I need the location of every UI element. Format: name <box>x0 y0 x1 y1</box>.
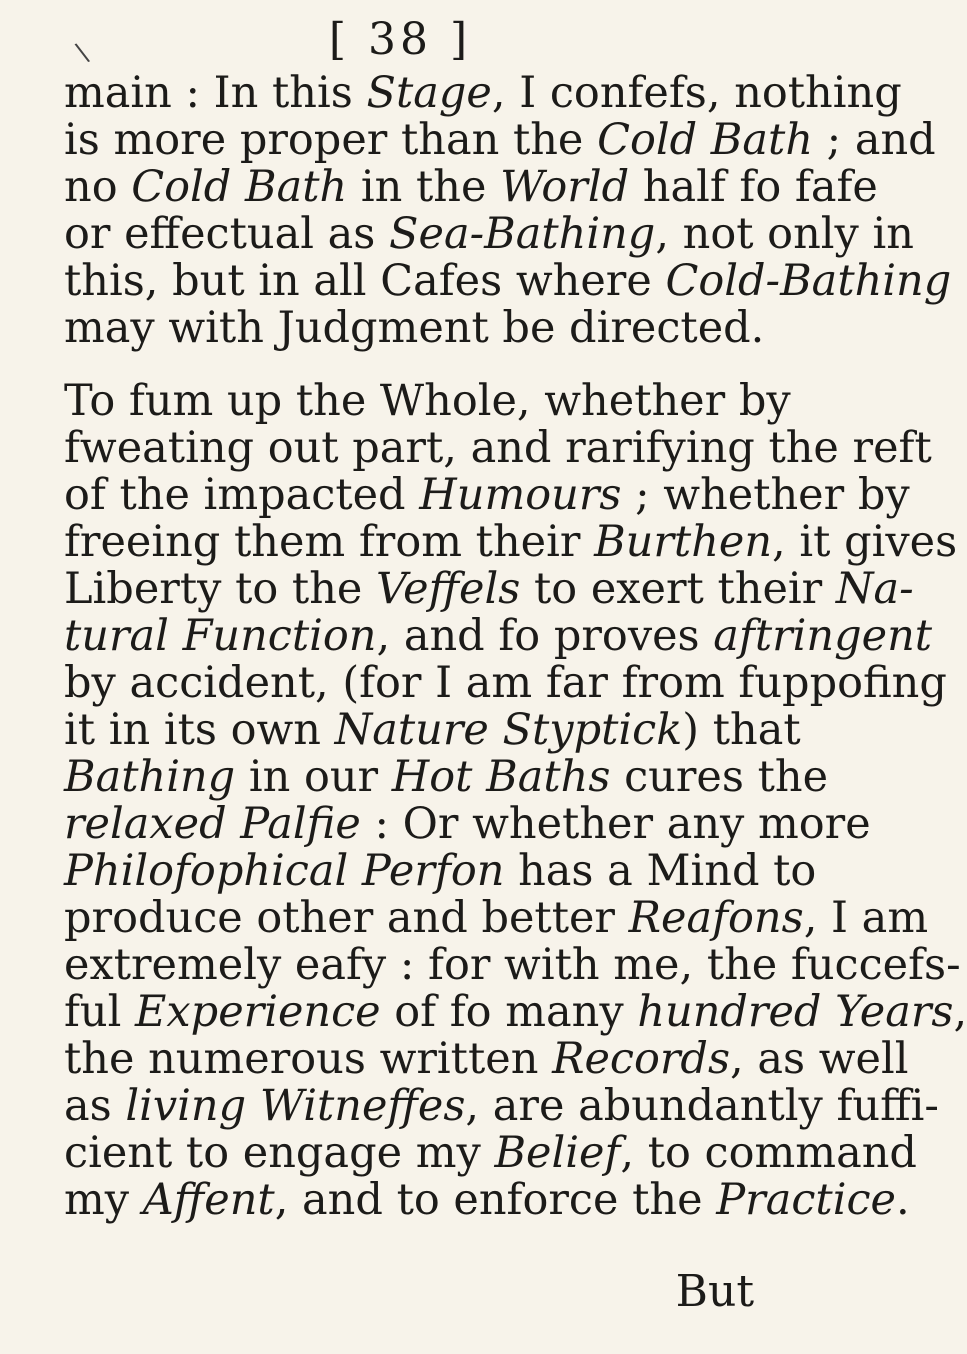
text-line <box>64 1175 910 1225</box>
text-line <box>64 423 932 473</box>
italic-run: Affent <box>142 1175 275 1225</box>
paragraph-2 <box>64 376 967 1225</box>
text-run: may with Judgment be directed. <box>64 303 765 353</box>
italic-run: Reafons <box>628 893 804 943</box>
text-run: in our <box>235 752 392 802</box>
text-run: , as well <box>730 1034 909 1084</box>
text-run: cient to engage my <box>64 1128 495 1178</box>
text-run: to exert their <box>520 564 836 614</box>
catchword: But <box>675 1266 754 1317</box>
italic-run: Philofophical Perfon <box>64 846 505 896</box>
text-run: of fo many <box>380 987 638 1037</box>
text-run: ful <box>64 987 136 1037</box>
italic-run: Cold Bath <box>597 115 814 165</box>
text-line <box>64 162 878 212</box>
text-line <box>64 705 801 755</box>
text-run: half fo fafe <box>629 162 878 212</box>
text-line <box>64 1081 939 1131</box>
text-line <box>64 564 914 614</box>
text-line <box>64 376 791 426</box>
italic-run: hundred Years <box>637 987 954 1037</box>
text-run: no <box>64 162 132 212</box>
text-line <box>64 305 764 352</box>
text-run: : Or whether any more <box>360 799 871 849</box>
italic-run: Belief <box>494 1128 621 1178</box>
text-line <box>64 752 829 802</box>
italic-run: Cold Bath <box>131 162 348 212</box>
italic-run: Hot Baths <box>391 752 611 802</box>
text-line <box>64 658 947 708</box>
italic-run: tural Function <box>64 611 377 661</box>
text-run: , I am <box>803 893 929 943</box>
italic-run: Humours <box>419 470 622 520</box>
italic-run: Burthen <box>594 517 773 567</box>
text-run: extremely eafy : for with me, the fuccefs- <box>64 940 961 990</box>
text-line <box>64 115 936 165</box>
text-run: , <box>953 987 967 1037</box>
text-run: Liberty to the <box>64 564 377 614</box>
italic-run: Bathing <box>64 752 236 802</box>
text-run: , are abundantly fuffi- <box>465 1081 939 1131</box>
text-run: , it gives <box>772 517 958 567</box>
text-run: ) that <box>682 705 801 755</box>
italic-run: Veffels <box>376 564 521 614</box>
italic-run: Sea-Bathing <box>389 209 656 259</box>
italic-run: Na- <box>835 564 914 614</box>
text-run: , to command <box>620 1128 917 1178</box>
text-line <box>64 256 952 306</box>
text-run: main : In this <box>64 68 367 118</box>
text-run: , not only in <box>655 209 914 259</box>
italic-run: Records <box>552 1034 731 1084</box>
text-line <box>64 68 902 118</box>
text-run: ; whether by <box>621 470 910 520</box>
text-run: , and to enforce the <box>274 1175 717 1225</box>
italic-run: Nature Styptick <box>334 705 683 755</box>
text-run: by accident, (for I am far from fuppofing <box>64 658 947 708</box>
text-run: To fum up the Whole, whether by <box>64 376 791 426</box>
text-run: my <box>64 1175 143 1225</box>
text-run: it in its own <box>64 705 335 755</box>
italic-run: relaxed Palfie <box>64 799 361 849</box>
margin-mark: \ <box>73 37 92 69</box>
text-line <box>64 987 967 1037</box>
text-line <box>64 1034 909 1084</box>
text-line <box>64 799 871 849</box>
text-run: , and fo proves <box>376 611 714 661</box>
text-run: , I confefs, nothing <box>491 68 902 118</box>
text-line <box>64 893 929 943</box>
text-run: produce other and better <box>64 893 629 943</box>
text-run: cures the <box>610 752 829 802</box>
text-run: fweating out part, and rarifying the reft <box>64 423 932 473</box>
italic-run: living Witneffes <box>125 1081 466 1131</box>
text-line <box>64 209 914 259</box>
text-line <box>64 1128 917 1178</box>
text-line <box>64 470 910 520</box>
text-run: the numerous written <box>64 1034 553 1084</box>
italic-run: aftringent <box>713 611 933 661</box>
text-line <box>64 846 817 896</box>
paragraph-1 <box>64 68 952 353</box>
text-run: of the impacted <box>64 470 420 520</box>
text-run: . <box>895 1175 910 1225</box>
text-run: as <box>64 1081 126 1131</box>
italic-run: Practice <box>716 1175 896 1225</box>
text-line <box>64 940 961 990</box>
text-run: this, but in all Cafes where <box>64 256 666 306</box>
page-number: [ 38 ] <box>328 14 472 65</box>
text-run: in the <box>347 162 501 212</box>
text-line <box>64 517 958 567</box>
text-run: or effectual as <box>64 209 390 259</box>
italic-run: Stage <box>366 68 492 118</box>
italic-run: Cold-Bathing <box>665 256 952 306</box>
text-run: has a Mind to <box>504 846 817 896</box>
italic-run: Experience <box>135 987 381 1037</box>
text-run: ; and <box>813 115 936 165</box>
text-line <box>64 611 933 661</box>
text-run: freeing them from their <box>64 517 595 567</box>
text-run: is more proper than the <box>64 115 598 165</box>
italic-run: World <box>500 162 630 212</box>
